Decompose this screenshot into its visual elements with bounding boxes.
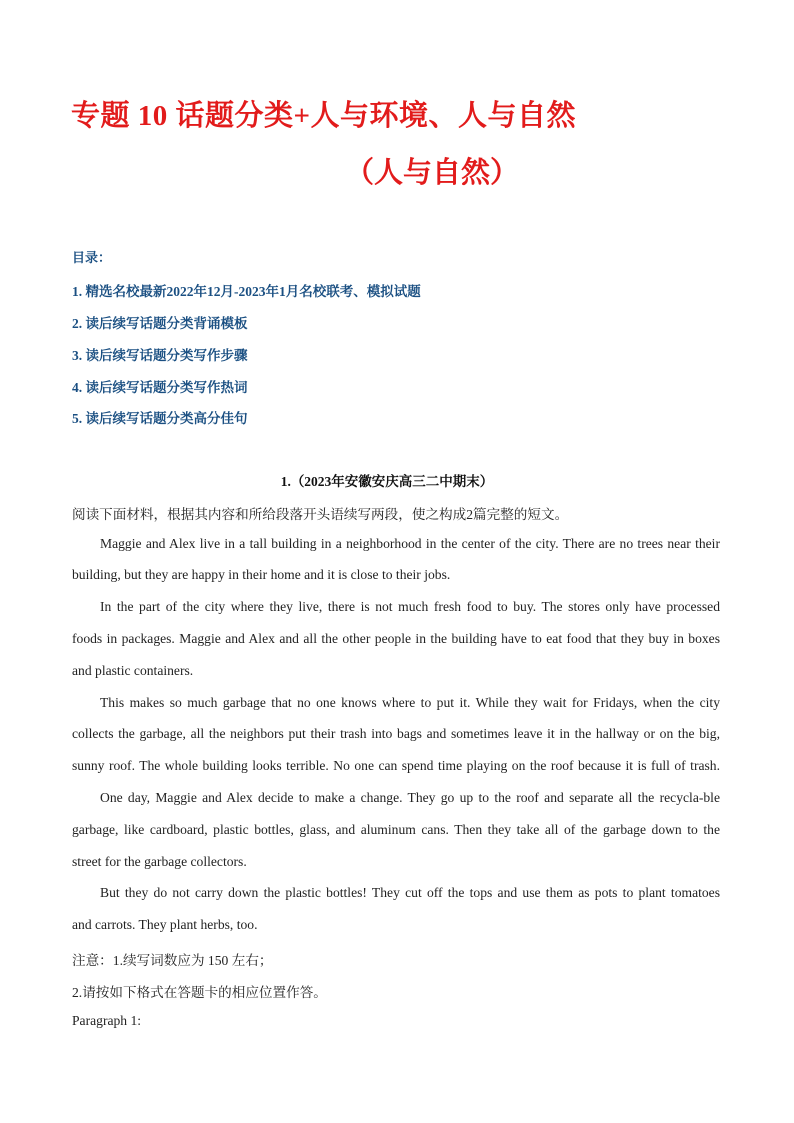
passage-line: and carrots. They plant herbs, too.: [72, 917, 258, 932]
document-title: 专题 10 话题分类+人与环境、人与自然: [71, 100, 577, 132]
toc-item: 3. 读后续写话题分类写作步骤: [72, 348, 248, 363]
passage-line: garbage, like cardboard, plastic bottles, glass, and aluminum cans. Then they take all of the garbage down to the: [72, 822, 720, 837]
passage-line: foods in packages. Maggie and Alex and all the other people in the building have to eat food that they buy in boxes: [72, 631, 720, 646]
toc-item: 2. 读后续写话题分类背诵模板: [72, 316, 248, 331]
passage-line: and plastic containers.: [72, 663, 194, 678]
passage-line: Maggie and Alex live in a tall building in a neighborhood in the center of the city. There are no trees near their: [100, 536, 720, 551]
toc-item: 4. 读后续写话题分类写作热词: [72, 380, 248, 395]
paragraph-label: Paragraph 1:: [72, 1013, 142, 1028]
passage-line: One day, Maggie and Alex decide to make a change. They go up to the roof and separate all the recycla-ble: [100, 790, 720, 805]
passage-line: sunny roof. The whole building looks terrible. No one can spend time playing on the roof because it is full of trash.: [72, 758, 720, 773]
document-subtitle: （人与自然）: [344, 157, 519, 189]
question-instruction: 阅读下面材料，根据其内容和所给段落开头语续写两段，使之构成2篇完整的短文。: [72, 507, 569, 522]
toc-item: 1. 精选名校最新2022年12月-2023年1月名校联考、模拟试题: [72, 284, 421, 299]
question-heading: 1.（2023年安徽安庆高三二中期末）: [280, 474, 494, 489]
toc-item: 5. 读后续写话题分类高分佳句: [72, 411, 248, 426]
passage-line: In the part of the city where they live, there is not much fresh food to buy. The stores only have processed: [100, 599, 720, 614]
note-line: 2.请按如下格式在答题卡的相应位置作答。: [72, 985, 327, 1000]
passage-line: But they do not carry down the plastic bottles! They cut off the tops and use them as pots to plant tomatoes: [100, 885, 720, 900]
passage-line: collects the garbage, all the neighbors put their trash into bags and sometimes leave it in the hallway or on the big,: [72, 726, 720, 741]
passage-line: building, but they are happy in their home and it is close to their jobs.: [72, 567, 451, 582]
toc-heading: 目录：: [72, 250, 112, 265]
passage-line: This makes so much garbage that no one knows where to put it. While they wait for Fridays, when the city: [100, 695, 720, 710]
note-line: 注意：1.续写词数应为 150 左右；: [72, 953, 273, 968]
passage-line: street for the garbage collectors.: [72, 854, 247, 869]
